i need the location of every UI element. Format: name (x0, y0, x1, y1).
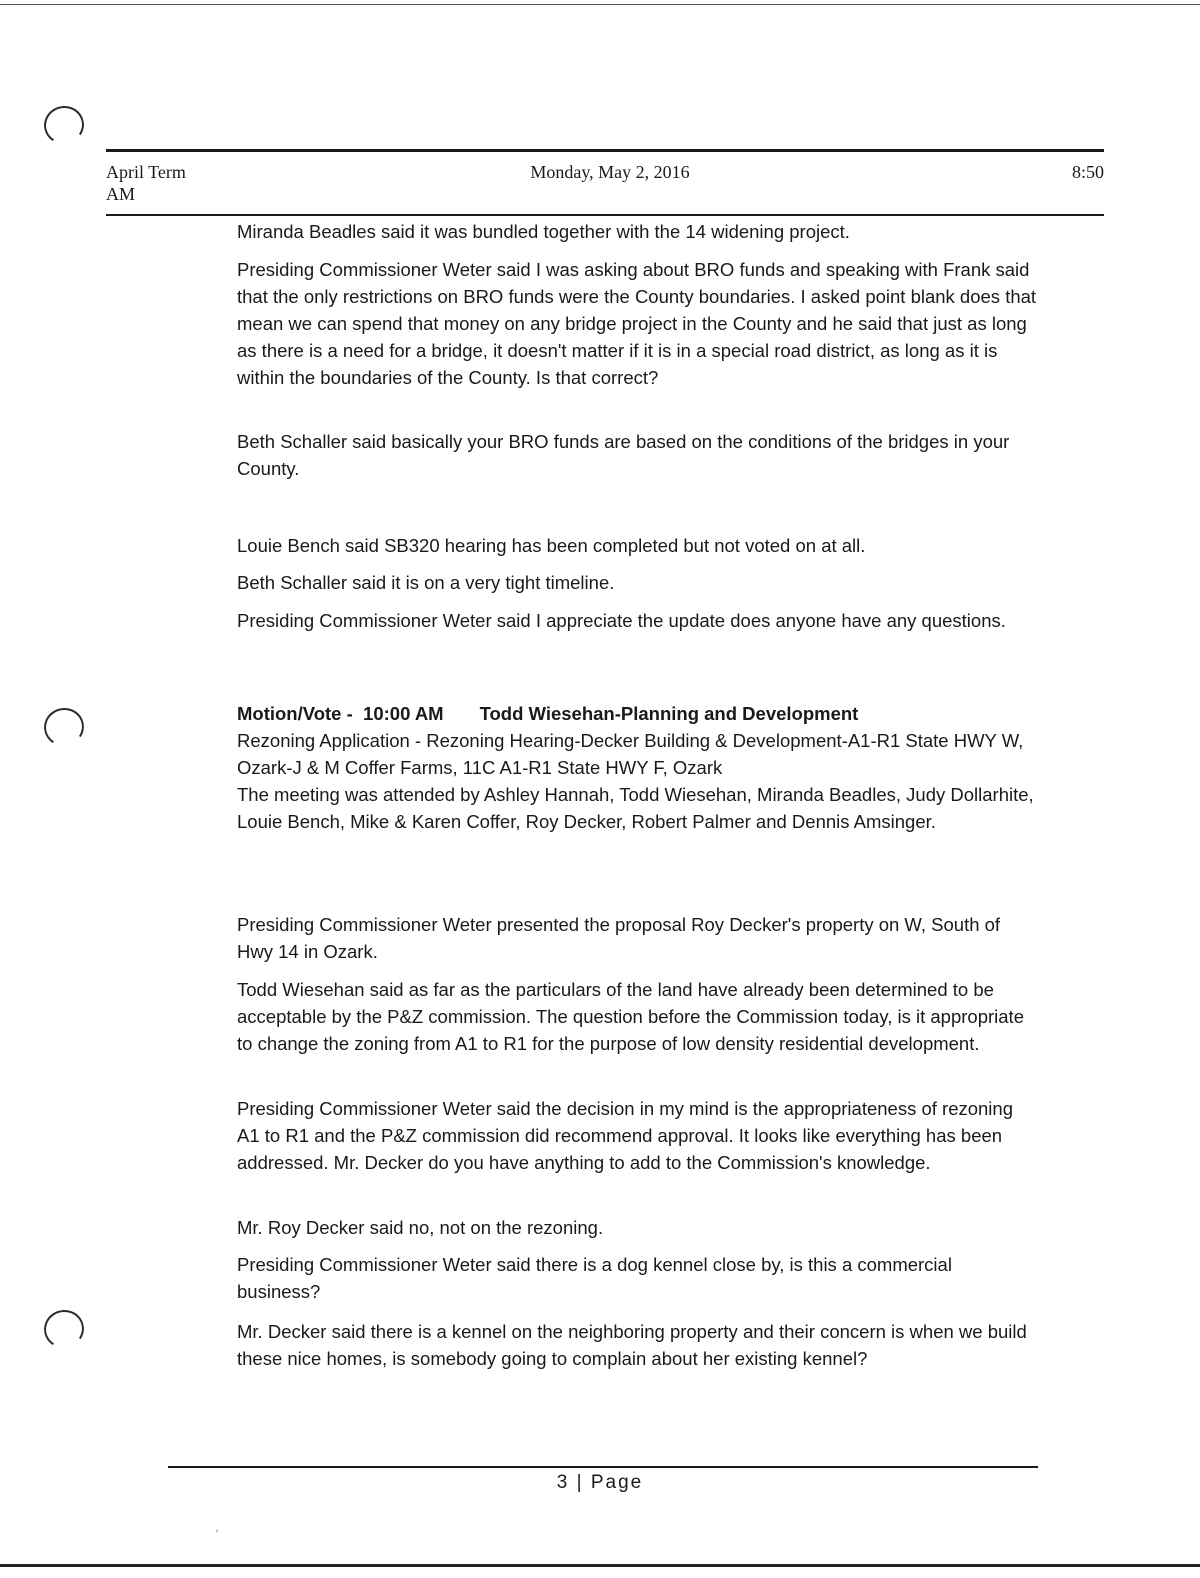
agenda-heading: Motion/Vote - 10:00 AM Todd Wiesehan-Planning and Development (237, 703, 859, 724)
punch-hole-icon (40, 704, 87, 749)
footer-rule (168, 1466, 1038, 1468)
paragraph: Todd Wiesehan said as far as the particulars of the land have already been determined to be acceptable by the P&Z commission. The question before the Commission today, is it appropriate to change the zoning from A1 to R1 for the purpose of low density residential development. (237, 979, 1024, 1054)
header-rule-top (106, 149, 1104, 152)
scan-edge-top (0, 4, 1200, 5)
agenda-item: Rezoning Application - Rezoning Hearing-Decker Building & Development-A1-R1 State HWY W, Ozark-J & M Coffer Farms, 11C A1-R1 State HWY F, Ozark (237, 730, 1024, 778)
attendance-list: The meeting was attended by Ashley Hannah, Todd Wiesehan, Miranda Beadles, Judy Dollarhite, Louie Bench, Mike & Karen Coffer, Roy Decker, Robert Palmer and Dennis Amsinger. (237, 784, 1034, 832)
paragraph: Beth Schaller said basically your BRO funds are based on the conditions of the bridges in your County. (237, 431, 1010, 479)
punch-hole-icon (40, 1306, 87, 1351)
header-rule-bottom (106, 214, 1104, 216)
paragraph: Presiding Commissioner Weter presented the proposal Roy Decker's property on W, South of Hwy 14 in Ozark. (237, 914, 1001, 962)
paragraph: Mr. Roy Decker said no, not on the rezoning. (237, 1217, 604, 1238)
paragraph: Presiding Commissioner Weter said I appreciate the update does anyone have any questions. (237, 610, 1006, 631)
header-time: 8:50 (1071, 162, 1104, 182)
header-term: April Term AM (106, 162, 186, 204)
scan-speck-icon: ′ (216, 1528, 219, 1540)
paragraph: Presiding Commissioner Weter said I was asking about BRO funds and speaking with Frank said that the only restrictions on BRO funds were the County boundaries. I asked point blank does that mean we can spend that money on any bridge project in the County and he said that just as long as there is a need for a bridge, it doesn't matter if it is in a special road district, as long as it is within the boundaries of the County. Is that correct? (237, 259, 1037, 388)
scan-edge-bottom (0, 1564, 1200, 1567)
paragraph: Beth Schaller said it is on a very tight timeline. (237, 572, 615, 593)
punch-hole-icon (40, 102, 87, 147)
paragraph: Presiding Commissioner Weter said the decision in my mind is the appropriateness of rezoning A1 to R1 and the P&Z commission did recommend approval. It looks like everything has been addressed. Mr. Decker do you have anything to add to the Commission's knowledge. (237, 1098, 1013, 1173)
paragraph: Miranda Beadles said it was bundled together with the 14 widening project. (237, 221, 850, 242)
page-number: 3 | Page (556, 1472, 644, 1493)
paragraph: Mr. Decker said there is a kennel on the neighboring property and their concern is when we build these nice homes, is somebody going to complain about her existing kennel? (237, 1321, 1027, 1369)
paragraph: Presiding Commissioner Weter said there is a dog kennel close by, is this a commercial business? (237, 1254, 952, 1302)
paragraph: Louie Bench said SB320 hearing has been completed but not voted on at all. (237, 535, 866, 556)
header-date: Monday, May 2, 2016 (530, 162, 690, 182)
